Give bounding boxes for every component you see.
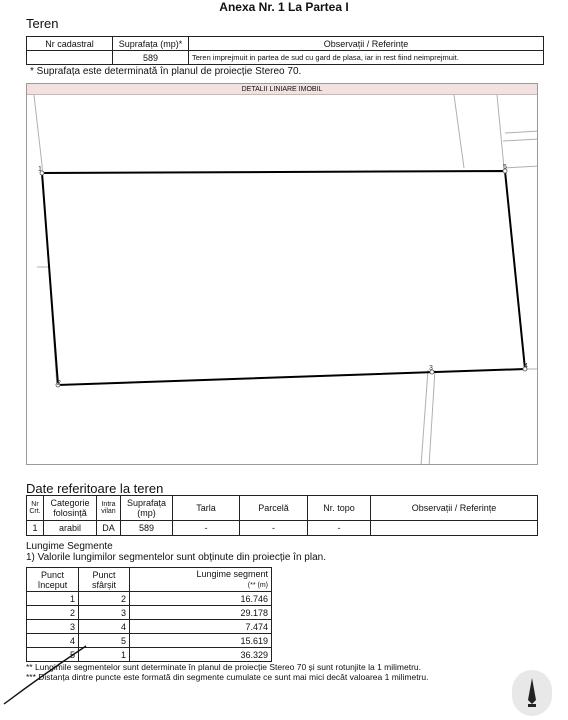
segmente-heading: Lungime Segmente — [26, 541, 113, 552]
cell-observatii: Teren imprejmuit in partea de sud cu gard de plasa, iar in rest fiind neimprejmuit. — [189, 51, 544, 65]
cell-suprafata: 589 — [113, 51, 189, 65]
col-suprafata: Suprafața (mp)* — [113, 37, 189, 51]
pen-tool-button[interactable] — [512, 670, 552, 716]
table-cell: 16.746 — [130, 592, 272, 606]
col-parcela: Parcelă — [240, 496, 308, 521]
plan-heading: DETALII LINIARE IMOBIL — [27, 84, 537, 95]
parcel-outline — [42, 171, 525, 385]
parcel-plan — [27, 95, 538, 465]
col-nr-crt: Nr Crt. — [27, 496, 44, 521]
table-cell: 3 — [79, 606, 130, 620]
table-cell: 589 — [121, 521, 173, 536]
point-label-1: 1 — [38, 166, 42, 173]
table-cell: 1 — [79, 648, 130, 662]
table-cell: 3 — [27, 620, 79, 634]
table-cell: 2 — [79, 592, 130, 606]
pen-stroke-annotation — [0, 640, 90, 710]
col-punct-sfarsit: Punct sfârșit — [79, 568, 130, 592]
point-label-5: 5 — [503, 164, 507, 171]
col-tarla: Tarla — [173, 496, 240, 521]
col-punct-inceput: Punct început — [27, 568, 79, 592]
teren-table — [26, 36, 544, 65]
table-row — [27, 606, 272, 620]
table-cell: 7.474 — [130, 620, 272, 634]
table-cell: 36.329 — [130, 648, 272, 662]
table-row — [27, 620, 272, 634]
col-nr-cadastral: Nr cadastral — [27, 37, 113, 51]
col-categorie: Categorie folosință — [44, 496, 97, 521]
pen-tool-icon — [512, 670, 552, 716]
neighbor-line — [497, 95, 504, 168]
table-cell: 29.178 — [130, 606, 272, 620]
neighbor-lines — [34, 95, 538, 465]
neighbor-line — [503, 139, 538, 141]
neighbor-line — [429, 370, 435, 465]
table-cell: 5 — [27, 648, 79, 662]
col-lungime-label: Lungime segment — [196, 568, 268, 579]
table-cell: - — [240, 521, 308, 536]
table-cell: 15.619 — [130, 634, 272, 648]
point-label-3: 3 — [429, 365, 433, 372]
table-cell: DA — [97, 521, 121, 536]
neighbor-line — [421, 370, 428, 465]
col-nr-topo: Nr. topo — [308, 496, 371, 521]
segmente-footnote-2: *** Distanța dintre puncte este formată din segmente cumulate ce sunt mai mici decât valoarea 1 milimetru. — [26, 672, 429, 682]
teren-heading: Teren — [26, 16, 59, 31]
segmente-subheading: 1) Valorile lungimilor segmentelor sunt obținute din proiecție în plan. — [26, 552, 326, 563]
table-cell: 1 — [27, 521, 44, 536]
table-cell: 4 — [79, 620, 130, 634]
neighbor-line — [454, 95, 464, 168]
table-cell: - — [173, 521, 240, 536]
teren-footnote: * Suprafața este determinată în planul de proiecție Stereo 70. — [30, 66, 302, 77]
table-cell: - — [308, 521, 371, 536]
table-cell: 4 — [27, 634, 79, 648]
point-label-2: 2 — [57, 380, 61, 387]
col-observatii: Observații / Referințe — [189, 37, 544, 51]
table-cell: 5 — [79, 634, 130, 648]
table-row — [27, 592, 272, 606]
point-label-4: 4 — [524, 363, 528, 370]
neighbor-line — [34, 95, 42, 165]
neighbor-line — [505, 131, 538, 133]
col-observatii: Observații / Referințe — [371, 496, 538, 521]
table-cell — [371, 521, 538, 536]
segmente-footnote-1: ** Lungimile segmentelor sunt determinate în planul de proiecție Stereo 70 și sunt rotunjite la 1 milimetru. — [26, 662, 421, 672]
plan-panel — [26, 83, 538, 465]
date-teren-heading: Date referitoare la teren — [26, 481, 164, 496]
neighbor-line — [504, 166, 538, 168]
col-lungime — [130, 568, 272, 592]
col-lungime-unit: (** (m) — [247, 581, 268, 589]
cell-nr-cadastral — [27, 51, 113, 65]
col-intravilan: Intra vilan — [97, 496, 121, 521]
table-cell: 2 — [27, 606, 79, 620]
page-title: Anexa Nr. 1 La Partea I — [219, 0, 349, 14]
col-suprafata: Suprafața (mp) — [121, 496, 173, 521]
date-teren-table — [26, 495, 538, 536]
table-cell: 1 — [27, 592, 79, 606]
table-cell: arabil — [44, 521, 97, 536]
